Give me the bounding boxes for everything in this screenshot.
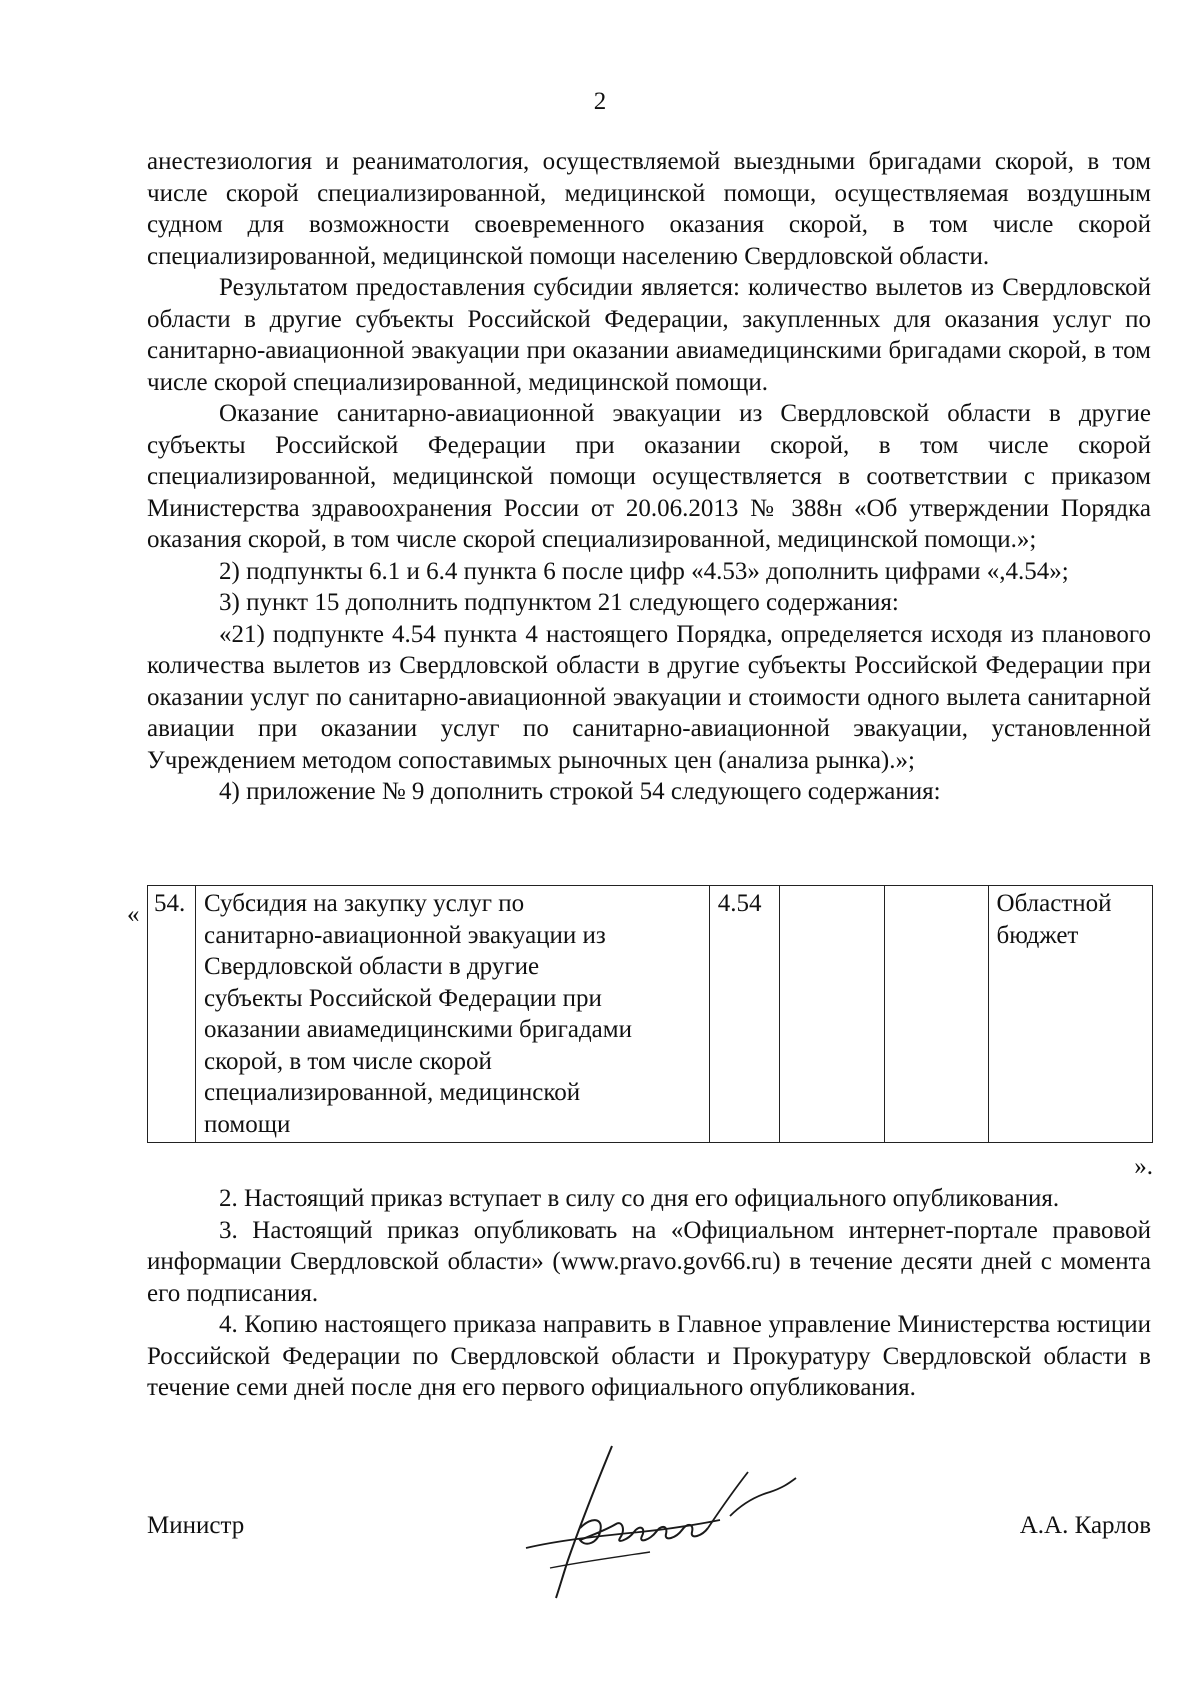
paragraph: 4. Копию настоящего приказа направить в Главное управление Министерства юстиции Российской Федерации по Свердловской области и Прокуратуру Свердловской области в течение семи дней после дня его первого официального опубликования. (147, 1311, 1151, 1401)
signatory-title: Министр (147, 1512, 245, 1539)
body-text (147, 146, 1151, 808)
paragraph: 4) приложение № 9 дополнить строкой 54 следующего содержания: (219, 778, 941, 805)
code-cell (709, 886, 779, 1143)
handwritten-signature (520, 1440, 820, 1610)
paragraph: «21) подпункте 4.54 пункта 4 настоящего Порядка, определяется исходя из планового количества вылетов из Свердловской области в другие субъекты Российской Федерации при оказании услуг по санитарно-авиационной эвакуации и стоимости одного вылета санитарной авиации при оказании услуг по санитарно-авиационной эвакуации, установленной Учреждением методом сопоставимых рыночных цен (анализа рынка).»; (147, 620, 1151, 774)
row-description: Субсидия на закупку услуг по санитарно-авиационной эвакуации из Свердловской области в другие субъекты Российской Федерации при оказании авиамедицинскими бригадами скорой, в том числе скорой специализированной, медицинской помощи (204, 890, 632, 1138)
paragraph: Результатом предоставления субсидии является: количество вылетов из Свердловской области в другие субъекты Российской Федерации, закупленных для оказания услуг по санитарно-авиационной эвакуации при оказании авиамедицинскими бригадами скорой, в том числе скорой специализированной, медицинской помощи. (147, 274, 1151, 396)
description-cell (196, 886, 710, 1143)
paragraph: 2) подпункты 6.1 и 6.4 пункта 6 после цифр «4.53» дополнить цифрами «,4.54»; (219, 557, 1069, 585)
closing-text (147, 1183, 1151, 1404)
paragraph: 3) пункт 15 дополнить подпунктом 21 следующего содержания: (219, 589, 899, 616)
row-number-cell (148, 886, 196, 1143)
row-code: 4.54 (717, 890, 762, 917)
paragraph: Оказание санитарно-авиационной эвакуации из Свердловской области в другие субъекты Российской Федерации при оказании скорой, в том числе скорой специализированной, медицинской помощи осуществляется в соответствии с приказом Министерства здравоохранения России от 20.06.2013 № 388н «Об утверждении Порядка оказания скорой, в том числе скорой специализированной, медицинской помощи.»; (147, 400, 1151, 553)
empty-cell (885, 886, 988, 1143)
paragraph: 3. Настоящий приказ опубликовать на «Официальном интернет-портале правовой информации Свердловской области» (www.pravo.gov66.ru) в течение десяти дней с момента его подписания. (147, 1216, 1151, 1307)
close-quote: ». (1134, 1153, 1153, 1180)
paragraph: 2. Настоящий приказ вступает в силу со дня его официального опубликования. (219, 1185, 1060, 1212)
row-number: 54. (154, 890, 186, 917)
row-source: Областной бюджет (996, 890, 1112, 949)
open-quote: « (127, 901, 140, 928)
paragraph: анестезиология и реаниматология, осуществляемой выездными бригадами скорой, в том числе скорой специализированной, медицинской помощи, осуществляемая воздушным судном для возможности своевременного оказания скорой, в том числе скорой специализированной, медицинской помощи населению Свердловской области. (147, 148, 1151, 270)
source-cell (988, 886, 1152, 1143)
empty-cell (780, 886, 885, 1143)
table (147, 885, 1153, 1143)
signatory-name: А.А. Карлов (1019, 1512, 1151, 1539)
table-row (148, 886, 1153, 1143)
page-number: 2 (593, 88, 607, 115)
signature-block (0, 1510, 1200, 1590)
